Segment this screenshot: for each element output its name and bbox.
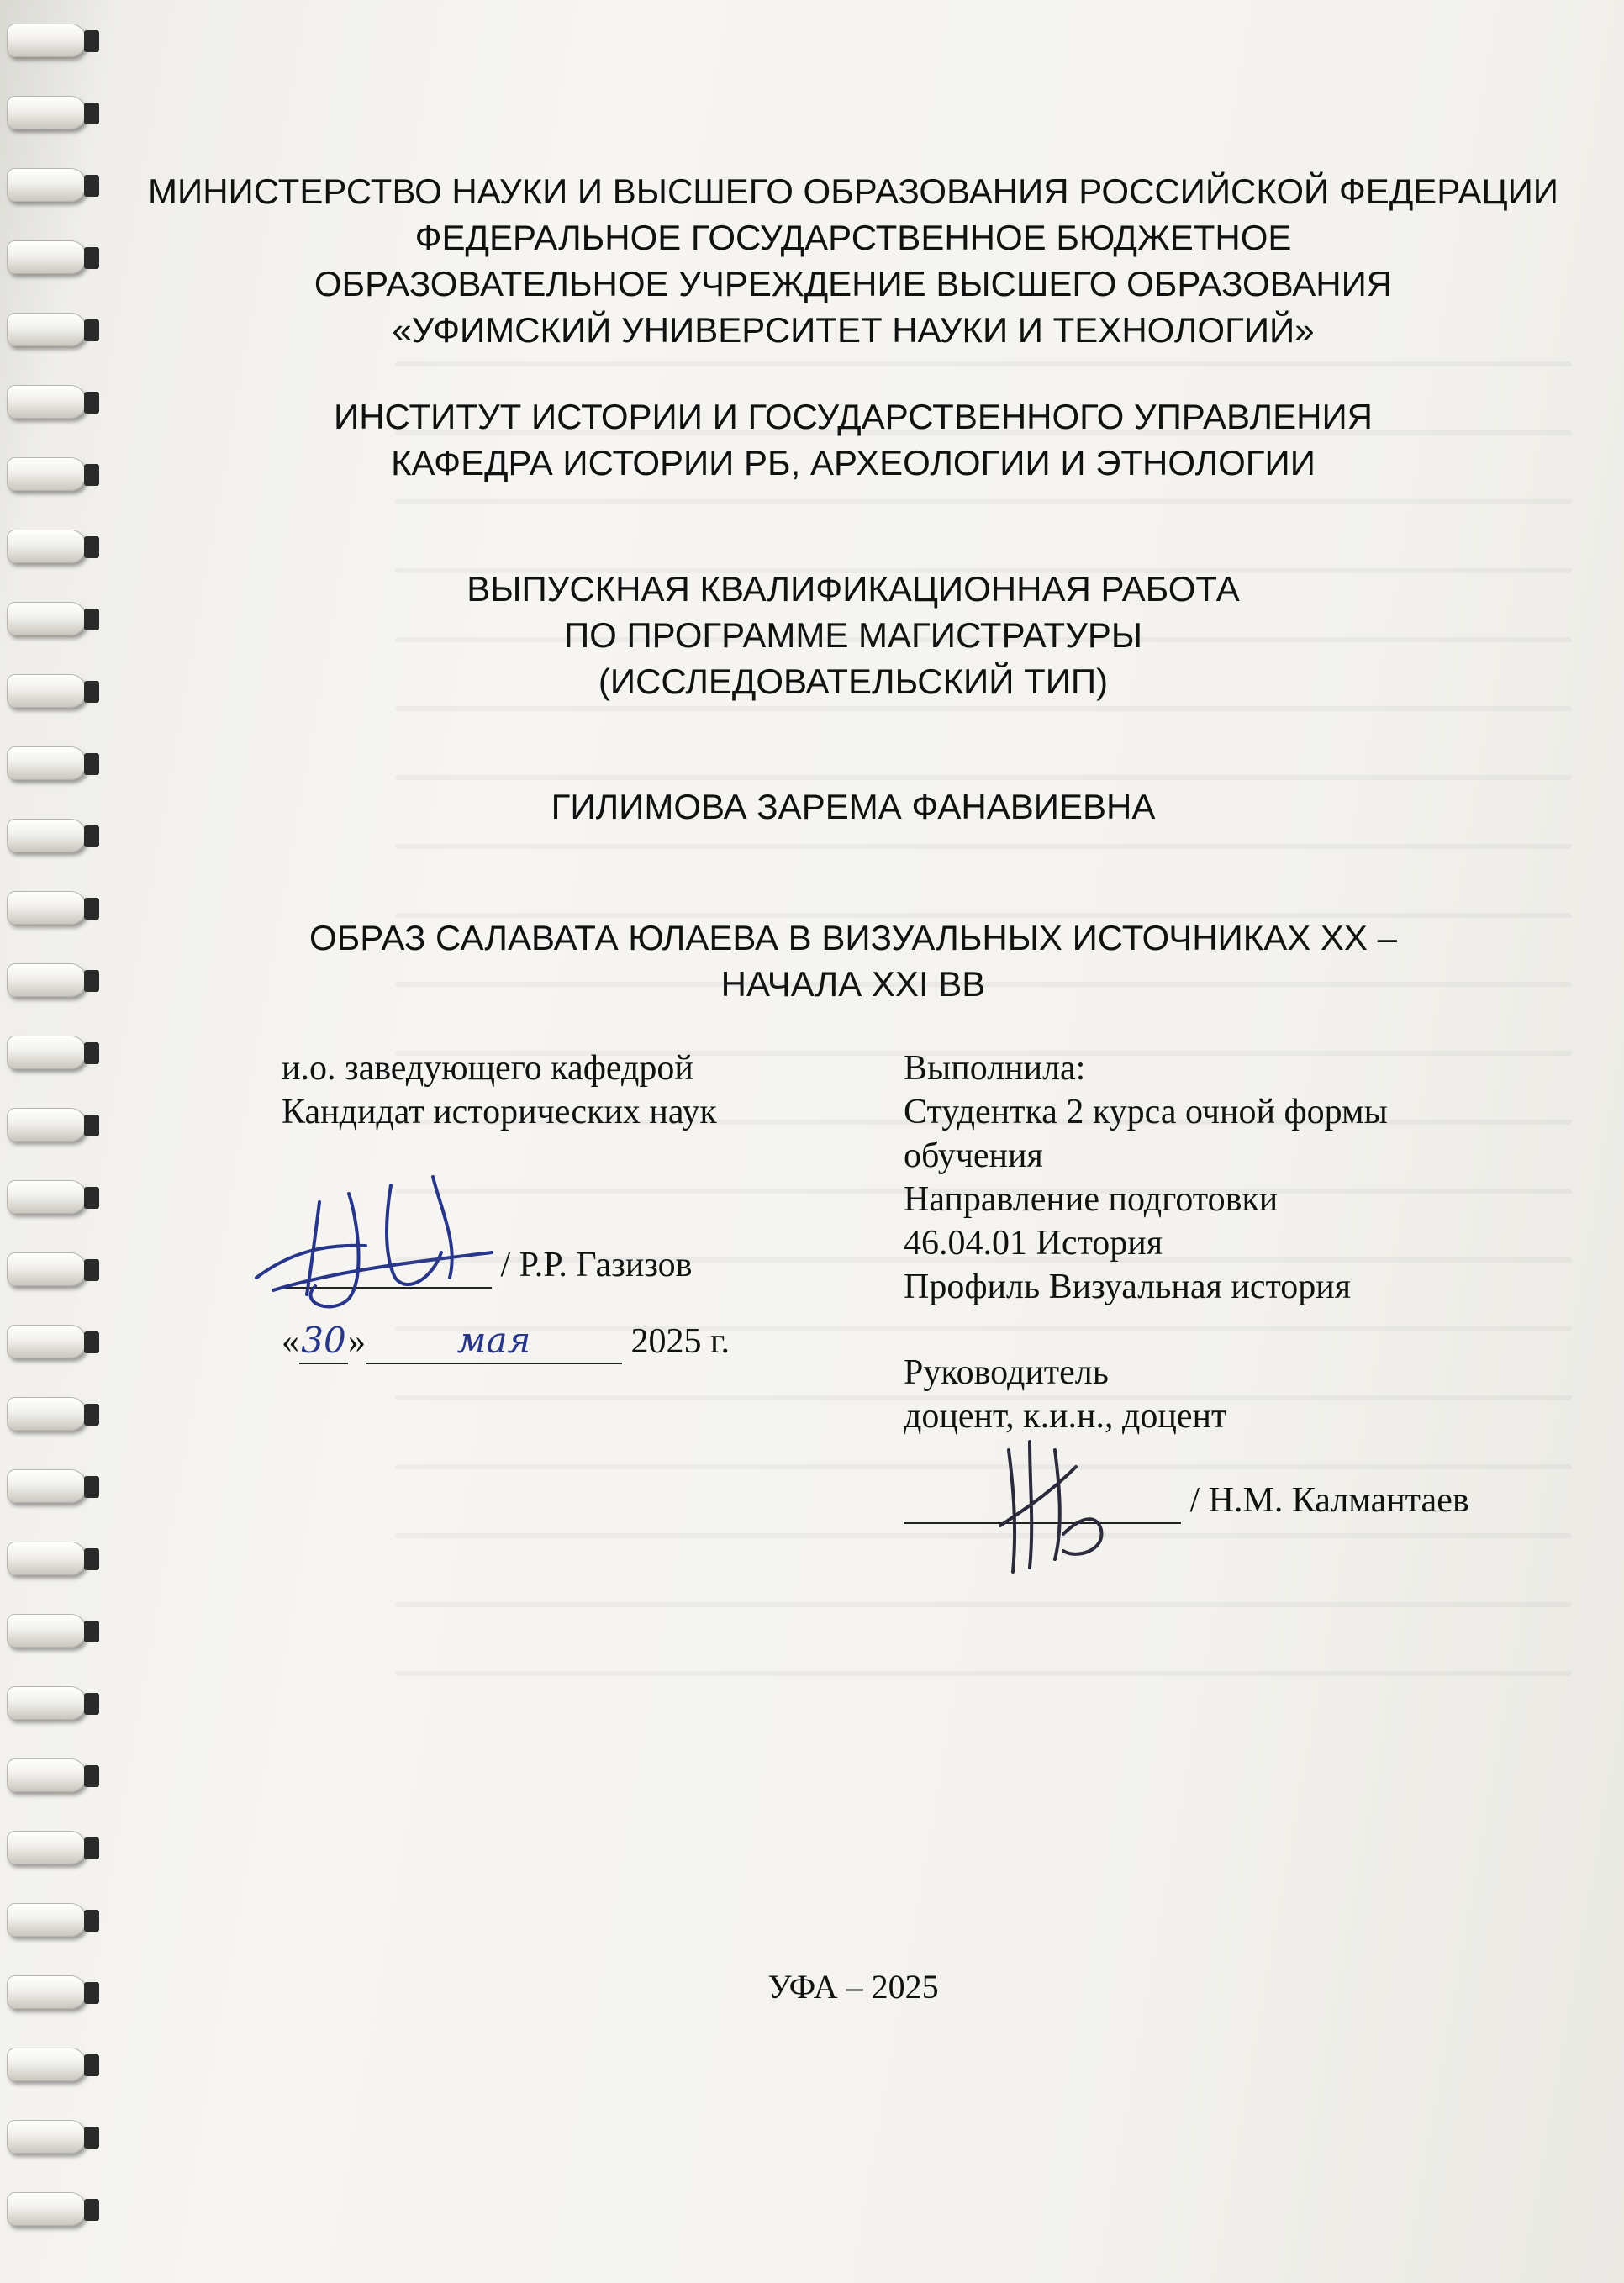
head-name: / Р.Р. Газизов — [500, 1246, 693, 1284]
show-through-line — [395, 982, 1572, 987]
supervisor-signature — [983, 1433, 1118, 1580]
institution-line-2: ОБРАЗОВАТЕЛЬНОЕ УЧРЕЖДЕНИЕ ВЫСШЕГО ОБРАЗОВАНИЯ — [314, 264, 1393, 303]
thesis-title-line-2: НАЧАЛА XXI ВВ — [720, 964, 986, 1004]
binding-coil — [7, 1758, 86, 1792]
university-name: «УФИМСКИЙ УНИВЕРСИТЕТ НАУКИ И ТЕХНОЛОГИЙ» — [392, 310, 1315, 350]
show-through-line — [395, 361, 1572, 366]
profile: Профиль Визуальная история — [904, 1268, 1352, 1306]
show-through-line — [395, 1051, 1572, 1056]
head-signature — [240, 1152, 517, 1320]
binding-hole — [84, 970, 99, 992]
binding-coil — [7, 1036, 86, 1069]
supervisor-name: / Н.М. Калмантаев — [1189, 1481, 1469, 1520]
binding-coil — [7, 1108, 86, 1142]
binding-coil — [7, 313, 86, 346]
show-through-line — [395, 1257, 1572, 1263]
show-through-line — [395, 1326, 1572, 1331]
binding-hole — [84, 1404, 99, 1426]
ministry-name: МИНИСТЕРСТВО НАУКИ И ВЫСШЕГО ОБРАЗОВАНИЯ РОССИЙСКОЙ ФЕДЕРАЦИИ — [148, 171, 1558, 211]
binding-coil — [7, 1252, 86, 1286]
date-close-quote: » — [348, 1322, 366, 1361]
binding-coil — [7, 2120, 86, 2154]
binding-hole — [84, 103, 99, 124]
binding-coil — [7, 1325, 86, 1358]
binding-hole — [84, 1910, 99, 1932]
binding-hole — [84, 319, 99, 341]
show-through-line — [395, 913, 1572, 918]
binding-coil — [7, 96, 86, 129]
binding-coil — [7, 1542, 86, 1575]
show-through-line — [395, 844, 1572, 849]
show-through-line — [395, 1671, 1572, 1676]
date-month: мая — [366, 1319, 622, 1364]
binding-coil — [7, 963, 86, 997]
show-through-line — [395, 775, 1572, 780]
binding-coil — [7, 530, 86, 563]
binding-hole — [84, 1982, 99, 2004]
footer-city-year: УФА – 2025 — [767, 1968, 939, 2006]
binding-coil — [7, 2048, 86, 2081]
thesis-title-line-1: ОБРАЗ САЛАВАТА ЮЛАЕВА В ВИЗУАЛЬНЫХ ИСТОЧНИКАХ ХХ – — [309, 918, 1397, 957]
institution-line-1: ФЕДЕРАЛЬНОЕ ГОСУДАРСТВЕННОЕ БЮДЖЕТНОЕ — [414, 218, 1292, 257]
binding-coil — [7, 1397, 86, 1431]
binding-hole — [84, 1115, 99, 1136]
show-through-line — [395, 706, 1572, 711]
binding-coil — [7, 891, 86, 925]
show-through-line — [395, 568, 1572, 573]
binding-coil — [7, 168, 86, 202]
completed-label: Выполнила: — [904, 1049, 1086, 1088]
binding-hole — [84, 175, 99, 197]
date-year: 2025 г. — [630, 1322, 730, 1361]
student-status-line-1: Студентка 2 курса очной формы — [904, 1093, 1388, 1131]
binding-hole — [84, 1765, 99, 1787]
show-through-line — [395, 1120, 1572, 1125]
binding-coil — [7, 1831, 86, 1864]
binding-coil — [7, 819, 86, 852]
binding-hole — [84, 1548, 99, 1570]
author-block — [101, 783, 1606, 830]
work-type-line-3: (ИССЛЕДОВАТЕЛЬСКИЙ ТИП) — [598, 662, 1109, 701]
date-open-quote: « — [282, 1322, 299, 1361]
show-through-line — [395, 430, 1572, 435]
binding-hole — [84, 898, 99, 920]
binding-coil — [7, 1180, 86, 1214]
direction-value: 46.04.01 История — [904, 1224, 1163, 1263]
show-through-line — [395, 499, 1572, 504]
binding-coil — [7, 746, 86, 780]
binding-hole — [84, 1476, 99, 1498]
binding-hole — [84, 536, 99, 558]
binding-coil — [7, 385, 86, 419]
binding-hole — [84, 30, 99, 52]
binding-hole — [84, 247, 99, 269]
binding-hole — [84, 1331, 99, 1353]
binding-coil — [7, 24, 86, 57]
binding-hole — [84, 1042, 99, 1064]
binding-hole — [84, 1259, 99, 1281]
show-through-line — [395, 1395, 1572, 1400]
work-type-line-2: ПО ПРОГРАММЕ МАГИСТРАТУРЫ — [563, 615, 1143, 655]
binding-hole — [84, 1693, 99, 1715]
work-type-line-1: ВЫПУСКНАЯ КВАЛИФИКАЦИОННАЯ РАБОТА — [467, 569, 1240, 609]
binding-hole — [84, 2054, 99, 2076]
head-degree: Кандидат исторических наук — [282, 1093, 717, 1131]
binding-coil — [7, 1975, 86, 2009]
binding-coil — [7, 2192, 86, 2226]
show-through-line — [395, 637, 1572, 642]
binding-coil — [7, 1469, 86, 1503]
head-position: и.о. заведующего кафедрой — [282, 1049, 693, 1088]
supervisor-title: доцент, к.и.н., доцент — [904, 1397, 1227, 1436]
show-through-line — [395, 1533, 1572, 1538]
direction-label: Направление подготовки — [904, 1180, 1279, 1219]
supervisor-label: Руководитель — [904, 1353, 1109, 1392]
binding-coil — [7, 1614, 86, 1648]
thesis-title-block — [101, 915, 1606, 1007]
binding-coil — [7, 457, 86, 491]
binding-hole — [84, 2199, 99, 2221]
show-through-line — [395, 1464, 1572, 1469]
binding-coil — [7, 602, 86, 635]
department-name: КАФЕДРА ИСТОРИИ РБ, АРХЕОЛОГИИ И ЭТНОЛОГИИ — [391, 443, 1316, 482]
institute-name: ИНСТИТУТ ИСТОРИИ И ГОСУДАРСТВЕННОГО УПРАВЛЕНИЯ — [334, 397, 1373, 436]
binding-coil — [7, 1903, 86, 1937]
binding-hole — [84, 1187, 99, 1209]
spiral-binding — [0, 0, 101, 2283]
ministry-header — [101, 168, 1606, 353]
binding-coil — [7, 674, 86, 708]
institute-block — [101, 393, 1606, 486]
binding-coil — [7, 240, 86, 274]
binding-hole — [84, 825, 99, 847]
binding-coil — [7, 1686, 86, 1720]
binding-hole — [84, 753, 99, 775]
binding-hole — [84, 2127, 99, 2149]
work-type-block — [101, 566, 1606, 704]
author-name: ГИЛИМОВА ЗАРЕМА ФАНАВИЕВНА — [551, 787, 1156, 826]
student-status-line-2: обучения — [904, 1136, 1043, 1175]
binding-hole — [84, 681, 99, 703]
binding-hole — [84, 392, 99, 414]
binding-hole — [84, 464, 99, 486]
date-day: 30 — [299, 1319, 348, 1364]
binding-hole — [84, 1621, 99, 1642]
show-through-line — [395, 1189, 1572, 1194]
binding-hole — [84, 609, 99, 630]
show-through-line — [395, 1602, 1572, 1607]
binding-hole — [84, 1837, 99, 1859]
